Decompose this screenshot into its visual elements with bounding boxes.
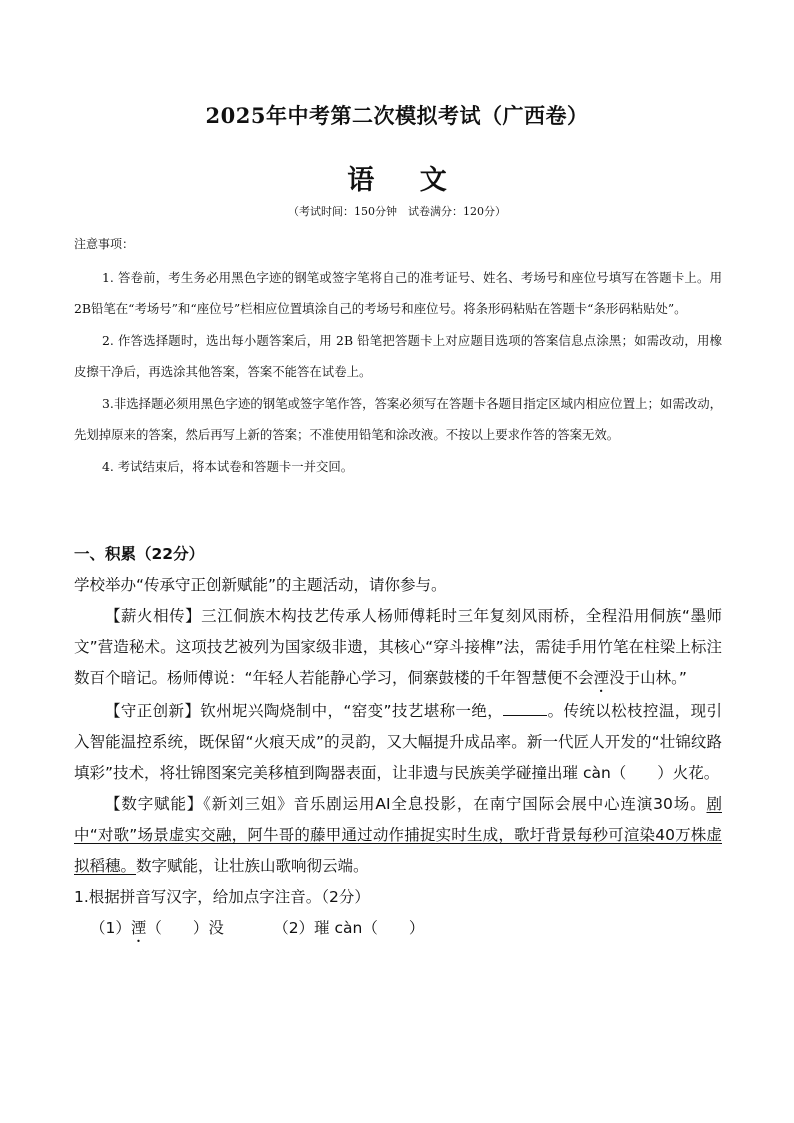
notice-item: 4. 考试结束后，将本试卷和答题卡一并交回。 (102, 459, 354, 474)
dotted-char: 湮 (593, 669, 610, 687)
section-intro: 学校举办“传承守正创新赋能”的主题活动，请你参与。 (74, 576, 447, 594)
notice-item: 3.非选择题必须用黑色字迹的钢笔或签字笔作答，答案必须写在答题卡各题目指定区域内相应位置上；如需改动，先划掉原来的答案，然后再写上新的答案；不准使用铅笔和涂改液。不按以上要求作答的答案无效。 (74, 396, 722, 442)
answer-blank-1[interactable]: （ ）没 (146, 919, 224, 937)
notice-item: 2. 作答选择题时，选出每小题答案后，用 2B 铅笔把答题卡上对应题目选项的答案信息点涂黑；如需改动，用橡皮擦干净后，再选涂其他答案，答案不能答在试卷上。 (74, 333, 722, 379)
paragraph-innovation: 【守正创新】钦州坭兴陶烧制中，“窑变”技艺堪称一绝， 。传统以松枝控温，现引入智能温控系统，既保留“火痕天成”的灵韵，又大幅提升成品率。新一代匠人开发的“壮锦纹路填彩”技术，将壮锦图案完美移植到陶器表面，让非遗与民族美学碰撞出璀 càn（ ）火花。 (74, 696, 722, 789)
exam-title: 2025年中考第二次模拟考试（广西卷） (205, 103, 589, 128)
fill-blank[interactable] (503, 699, 547, 716)
section-body (74, 570, 722, 946)
question-1: 1.根据拼音写汉字，给加点字注音。（2分） (74, 888, 370, 906)
notice-item: 1. 答卷前，考生务必用黑色字迹的钢笔或签字笔将自己的准考证号、姓名、考场号和座位号填写在答题卡上。用2B铅笔在“考场号”和“座位号”栏相应位置填涂自己的考场号和座位号。将条形码粘贴在答题卡“条形码粘贴处”。 (74, 270, 722, 316)
underlined-sentence: 剧中“对歌”场景虚实交融，阿牛哥的藤甲通过动作捕捉实时生成，歌圩背景每秒可渲染40万株虚拟稻穗。 (74, 795, 722, 875)
subject-title: 语 文 (347, 165, 465, 196)
question-1-answers: （1）湮（ ）没 （2）璀 càn（ ） (90, 919, 425, 937)
notice-heading: 注意事项： (74, 237, 135, 251)
notice-list (74, 262, 722, 483)
section-heading: 一、积累（22分） (74, 545, 205, 563)
paragraph-digital: 【数字赋能】《新刘三姐》音乐剧运用AI全息投影，在南宁国际会展中心连演30场。剧中“对歌”场景虚实交融，阿牛哥的藤甲通过动作捕捉实时生成，歌圩背景每秒可渲染40万株虚拟稻穗。数字赋能，让壮族山歌响彻云端。 (74, 795, 722, 875)
exam-meta: （考试时间：150分钟 试卷满分：120分） (288, 205, 506, 218)
paragraph-heritage: 【薪火相传】三江侗族木构技艺传承人杨师傅耗时三年复刻风雨桥，全程沿用侗族“墨师文”营造秘术。这项技艺被列为国家级非遗，其核心“穿斗接榫”法，需徒手用竹笔在柱梁上标注数百个暗记。杨师傅说：“年轻人若能静心学习，侗寨鼓楼的千年智慧便不会湮没于山林。” (74, 607, 722, 687)
dotted-char: 湮 (130, 919, 147, 937)
answer-blank-2[interactable]: （2）璀 càn（ ） (273, 919, 425, 937)
